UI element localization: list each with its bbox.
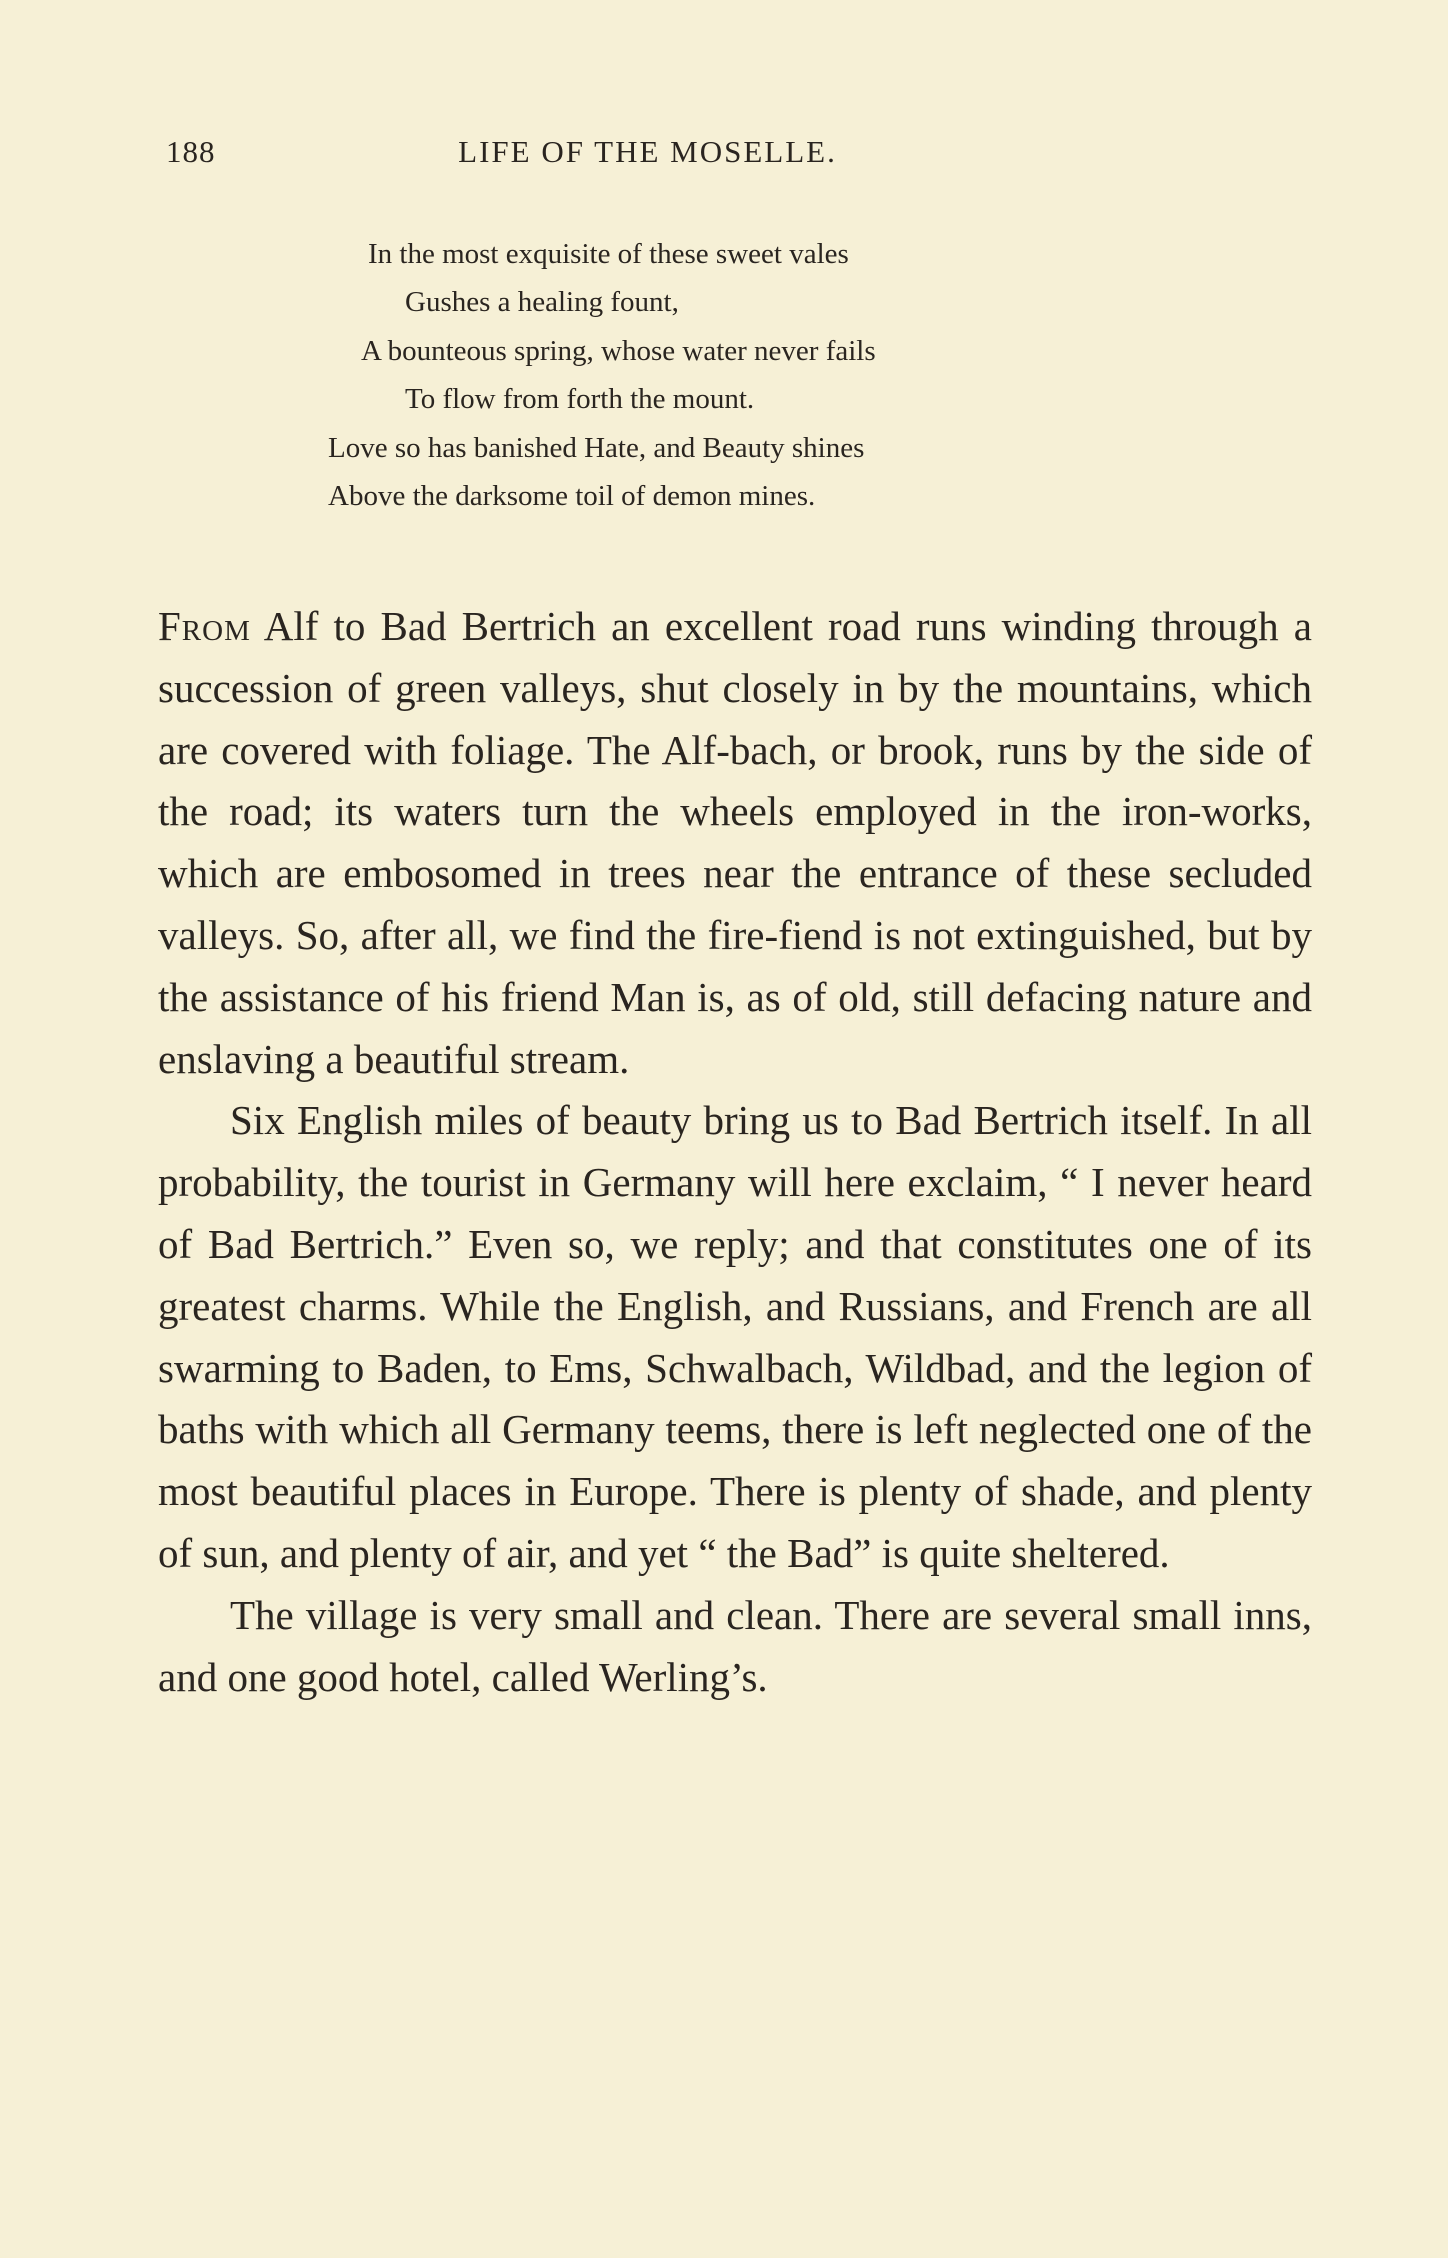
poem-line: To flow from forth the mount.	[405, 383, 755, 415]
paragraph: Six English miles of beauty bring us to Bad Bertrich itself. In all probability, the tourist in Germany will here exclaim, “ I never heard of Bad Bertrich.” Even so, we reply; and that constitutes one of its greatest charms. While the English, and Russians, and French are all swarming to Baden, to Ems, Schwalbach, Wildbad, and the legion of baths with which all Germany teems, there is left neglected one of the most beautiful places in Europe. There is plenty of shade, and plenty of sun, and plenty of air, and yet “ the Bad” is quite sheltered.	[158, 1097, 1312, 1576]
body-text	[158, 596, 1312, 1708]
paragraph	[158, 596, 1312, 1090]
page-number: 188	[166, 134, 216, 169]
opening-word: From	[158, 603, 251, 649]
page-header	[160, 134, 1310, 178]
poem-line: In the most exquisite of these sweet vales	[368, 238, 849, 270]
paragraph: The village is very small and clean. There are several small inns, and one good hotel, called Werling’s.	[158, 1591, 1312, 1700]
paragraph-text: Alf to Bad Bertrich an excellent road runs winding through a succession of green valleys, shut closely in by the mountains, which are covered with foliage. The Alf-bach, or brook, runs by the side of the road; its waters turn the wheels employed in the iron-works, which are embosomed in trees near the entrance of these secluded valleys. So, after all, we find the fire-fiend is not extinguished, but by the assistance of his friend Man is, as of old, still defacing nature and enslaving a beautiful stream.	[158, 603, 1312, 1082]
running-title: LIFE OF THE MOSELLE.	[458, 134, 837, 169]
poem-line: Love so has banished Hate, and Beauty shines	[328, 432, 865, 464]
poem-line: A bounteous spring, whose water never fails	[361, 335, 876, 367]
poem-line: Above the darksome toil of demon mines.	[328, 480, 816, 512]
poem-line: Gushes a healing fount,	[405, 286, 679, 318]
